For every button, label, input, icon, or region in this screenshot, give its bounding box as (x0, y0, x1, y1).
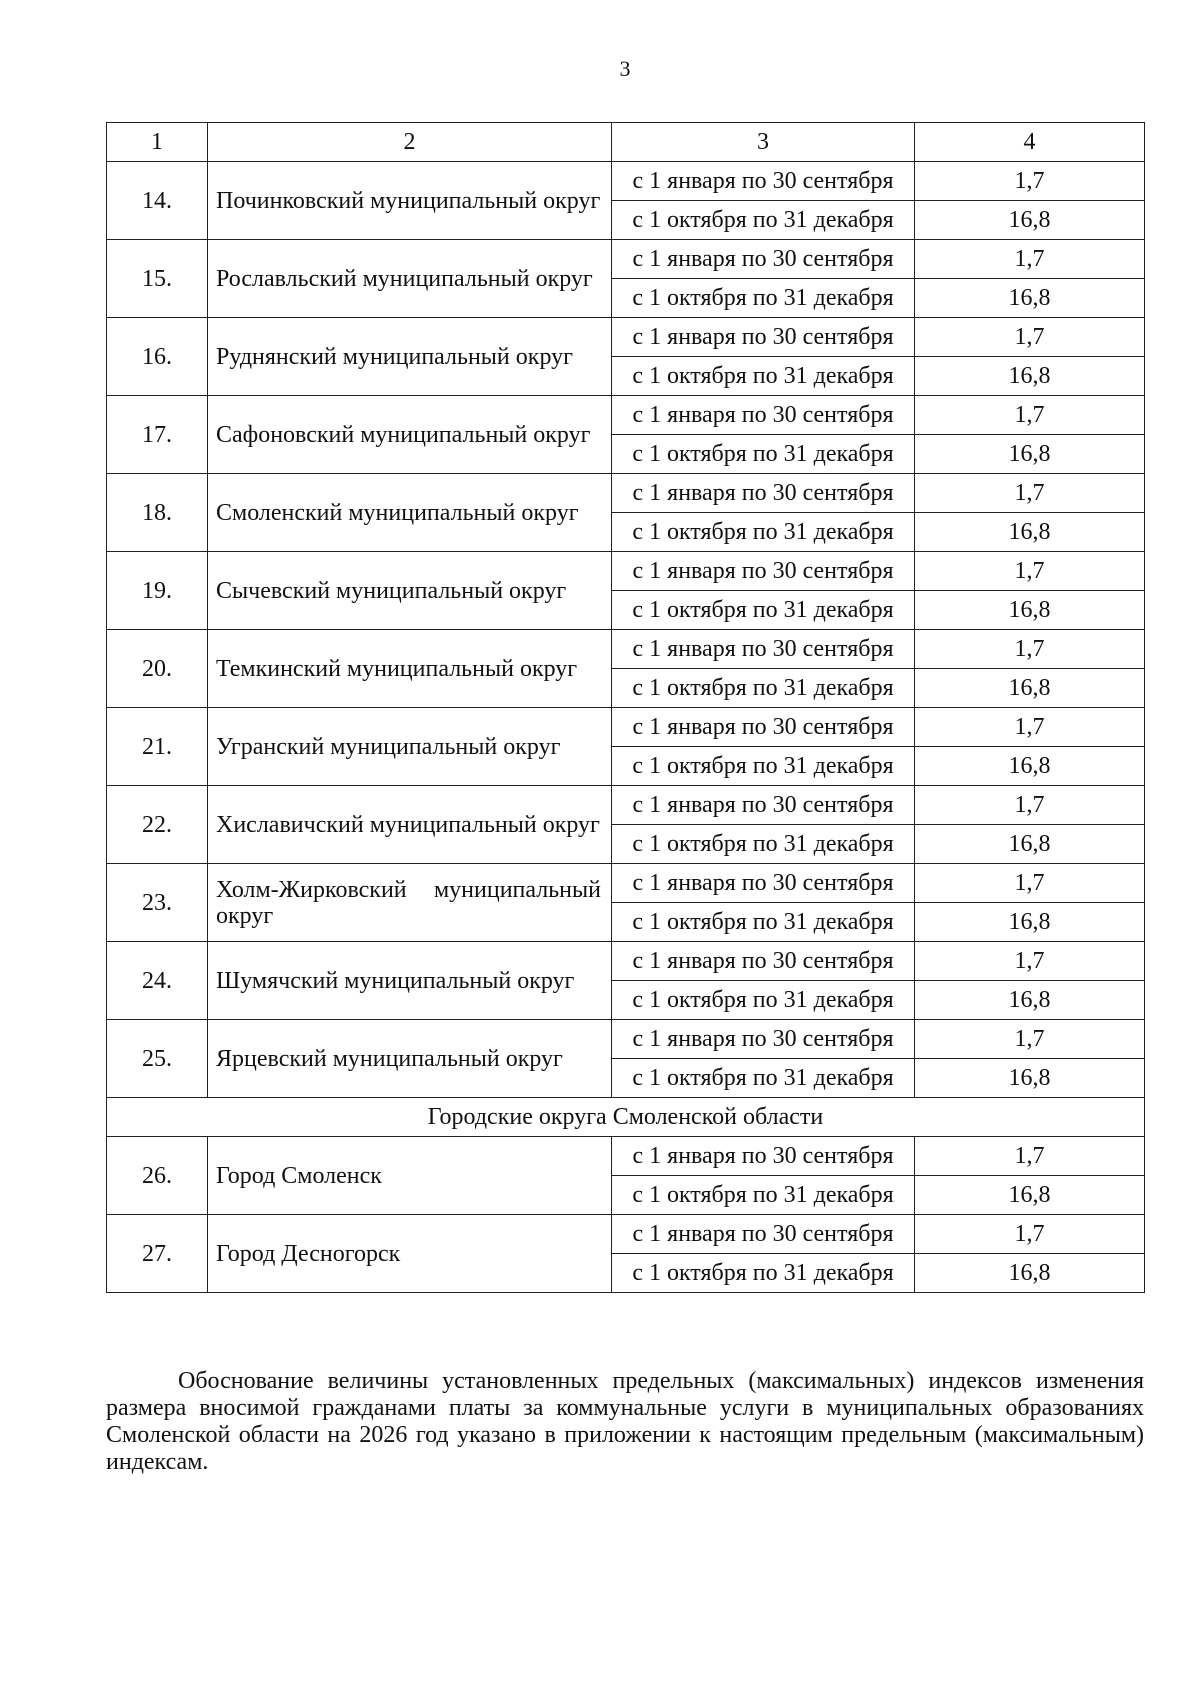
period-first: с 1 января по 30 сентября (612, 240, 915, 279)
table-row (107, 1137, 1145, 1176)
index-value-second: 16,8 (915, 1176, 1145, 1215)
row-number: 16. (107, 318, 208, 396)
period-first: с 1 января по 30 сентября (612, 942, 915, 981)
table-row (107, 240, 1145, 279)
index-value-second: 16,8 (915, 201, 1145, 240)
table-row (107, 1215, 1145, 1254)
index-value-second: 16,8 (915, 747, 1145, 786)
municipality-name: Темкинский муниципальный округ (208, 630, 612, 708)
header-col-4: 4 (915, 123, 1145, 162)
index-value-second: 16,8 (915, 1059, 1145, 1098)
period-second: с 1 октября по 31 декабря (612, 201, 915, 240)
municipality-name: Сафоновский муниципальный округ (208, 396, 612, 474)
municipality-name: Починковский муниципальный округ (208, 162, 612, 240)
row-number: 15. (107, 240, 208, 318)
period-second: с 1 октября по 31 декабря (612, 279, 915, 318)
row-number: 24. (107, 942, 208, 1020)
index-value-first: 1,7 (915, 240, 1145, 279)
period-first: с 1 января по 30 сентября (612, 1215, 915, 1254)
row-number: 23. (107, 864, 208, 942)
municipality-name: Рославльский муниципальный округ (208, 240, 612, 318)
municipality-name: Хиславичский муниципальный округ (208, 786, 612, 864)
municipality-name: Смоленский муниципальный округ (208, 474, 612, 552)
period-second: с 1 октября по 31 декабря (612, 1059, 915, 1098)
row-number: 25. (107, 1020, 208, 1098)
index-value-first: 1,7 (915, 1020, 1145, 1059)
index-value-second: 16,8 (915, 279, 1145, 318)
index-value-first: 1,7 (915, 786, 1145, 825)
period-second: с 1 октября по 31 декабря (612, 513, 915, 552)
index-value-second: 16,8 (915, 669, 1145, 708)
period-second: с 1 октября по 31 декабря (612, 669, 915, 708)
index-value-first: 1,7 (915, 1215, 1145, 1254)
municipality-name: Шумячский муниципальный округ (208, 942, 612, 1020)
table-row (107, 864, 1145, 903)
index-value-second: 16,8 (915, 513, 1145, 552)
row-number: 17. (107, 396, 208, 474)
period-second: с 1 октября по 31 декабря (612, 357, 915, 396)
index-value-first: 1,7 (915, 318, 1145, 357)
period-first: с 1 января по 30 сентября (612, 1137, 915, 1176)
municipality-name: Холм-Жирковский муниципальный округ (208, 864, 612, 942)
index-value-second: 16,8 (915, 825, 1145, 864)
period-second: с 1 октября по 31 декабря (612, 435, 915, 474)
index-value-second: 16,8 (915, 981, 1145, 1020)
period-second: с 1 октября по 31 декабря (612, 981, 915, 1020)
index-value-second: 16,8 (915, 1254, 1145, 1293)
row-number: 14. (107, 162, 208, 240)
index-value-second: 16,8 (915, 591, 1145, 630)
section-title: Городские округа Смоленской области (107, 1098, 1145, 1137)
index-value-first: 1,7 (915, 1137, 1145, 1176)
row-number: 26. (107, 1137, 208, 1215)
period-first: с 1 января по 30 сентября (612, 396, 915, 435)
table-row (107, 708, 1145, 747)
section-row (107, 1098, 1145, 1137)
index-value-second: 16,8 (915, 903, 1145, 942)
header-col-1: 1 (107, 123, 208, 162)
municipality-name: Город Десногорск (208, 1215, 612, 1293)
period-second: с 1 октября по 31 декабря (612, 903, 915, 942)
index-value-first: 1,7 (915, 162, 1145, 201)
index-value-first: 1,7 (915, 708, 1145, 747)
period-first: с 1 января по 30 сентября (612, 1020, 915, 1059)
municipality-name: Ярцевский муниципальный округ (208, 1020, 612, 1098)
row-number: 21. (107, 708, 208, 786)
municipality-name: Город Смоленск (208, 1137, 612, 1215)
justification-note: Обоснование величины установленных предельных (максимальных) индексов изменения размера вносимой гражданами платы за коммунальные услуги в муниципальных образованиях Смоленской области на 2026 год указано в приложении к настоящим предельным (максимальным) индексам. (106, 1368, 1144, 1475)
index-value-first: 1,7 (915, 396, 1145, 435)
index-value-first: 1,7 (915, 552, 1145, 591)
period-first: с 1 января по 30 сентября (612, 162, 915, 201)
period-first: с 1 января по 30 сентября (612, 864, 915, 903)
municipality-name: Руднянский муниципальный округ (208, 318, 612, 396)
period-first: с 1 января по 30 сентября (612, 474, 915, 513)
period-second: с 1 октября по 31 декабря (612, 747, 915, 786)
period-first: с 1 января по 30 сентября (612, 630, 915, 669)
table-row (107, 942, 1145, 981)
header-col-2: 2 (208, 123, 612, 162)
index-value-first: 1,7 (915, 630, 1145, 669)
period-first: с 1 января по 30 сентября (612, 786, 915, 825)
page-number: 3 (619, 56, 631, 81)
index-value-first: 1,7 (915, 474, 1145, 513)
period-second: с 1 октября по 31 декабря (612, 825, 915, 864)
municipality-name: Сычевский муниципальный округ (208, 552, 612, 630)
row-number: 18. (107, 474, 208, 552)
table-row (107, 162, 1145, 201)
header-row (107, 123, 1145, 162)
index-value-second: 16,8 (915, 357, 1145, 396)
table-row (107, 630, 1145, 669)
table-row (107, 396, 1145, 435)
period-first: с 1 января по 30 сентября (612, 552, 915, 591)
municipality-name: Угранский муниципальный округ (208, 708, 612, 786)
row-number: 19. (107, 552, 208, 630)
row-number: 20. (107, 630, 208, 708)
index-value-first: 1,7 (915, 864, 1145, 903)
index-value-first: 1,7 (915, 942, 1145, 981)
header-col-3: 3 (612, 123, 915, 162)
period-second: с 1 октября по 31 декабря (612, 1176, 915, 1215)
index-value-second: 16,8 (915, 435, 1145, 474)
period-first: с 1 января по 30 сентября (612, 708, 915, 747)
period-second: с 1 октября по 31 декабря (612, 591, 915, 630)
table-row (107, 552, 1145, 591)
row-number: 27. (107, 1215, 208, 1293)
table-row (107, 474, 1145, 513)
table-row (107, 1020, 1145, 1059)
table-row (107, 318, 1145, 357)
indices-table (106, 122, 1145, 1293)
period-first: с 1 января по 30 сентября (612, 318, 915, 357)
table-row (107, 786, 1145, 825)
period-second: с 1 октября по 31 декабря (612, 1254, 915, 1293)
row-number: 22. (107, 786, 208, 864)
